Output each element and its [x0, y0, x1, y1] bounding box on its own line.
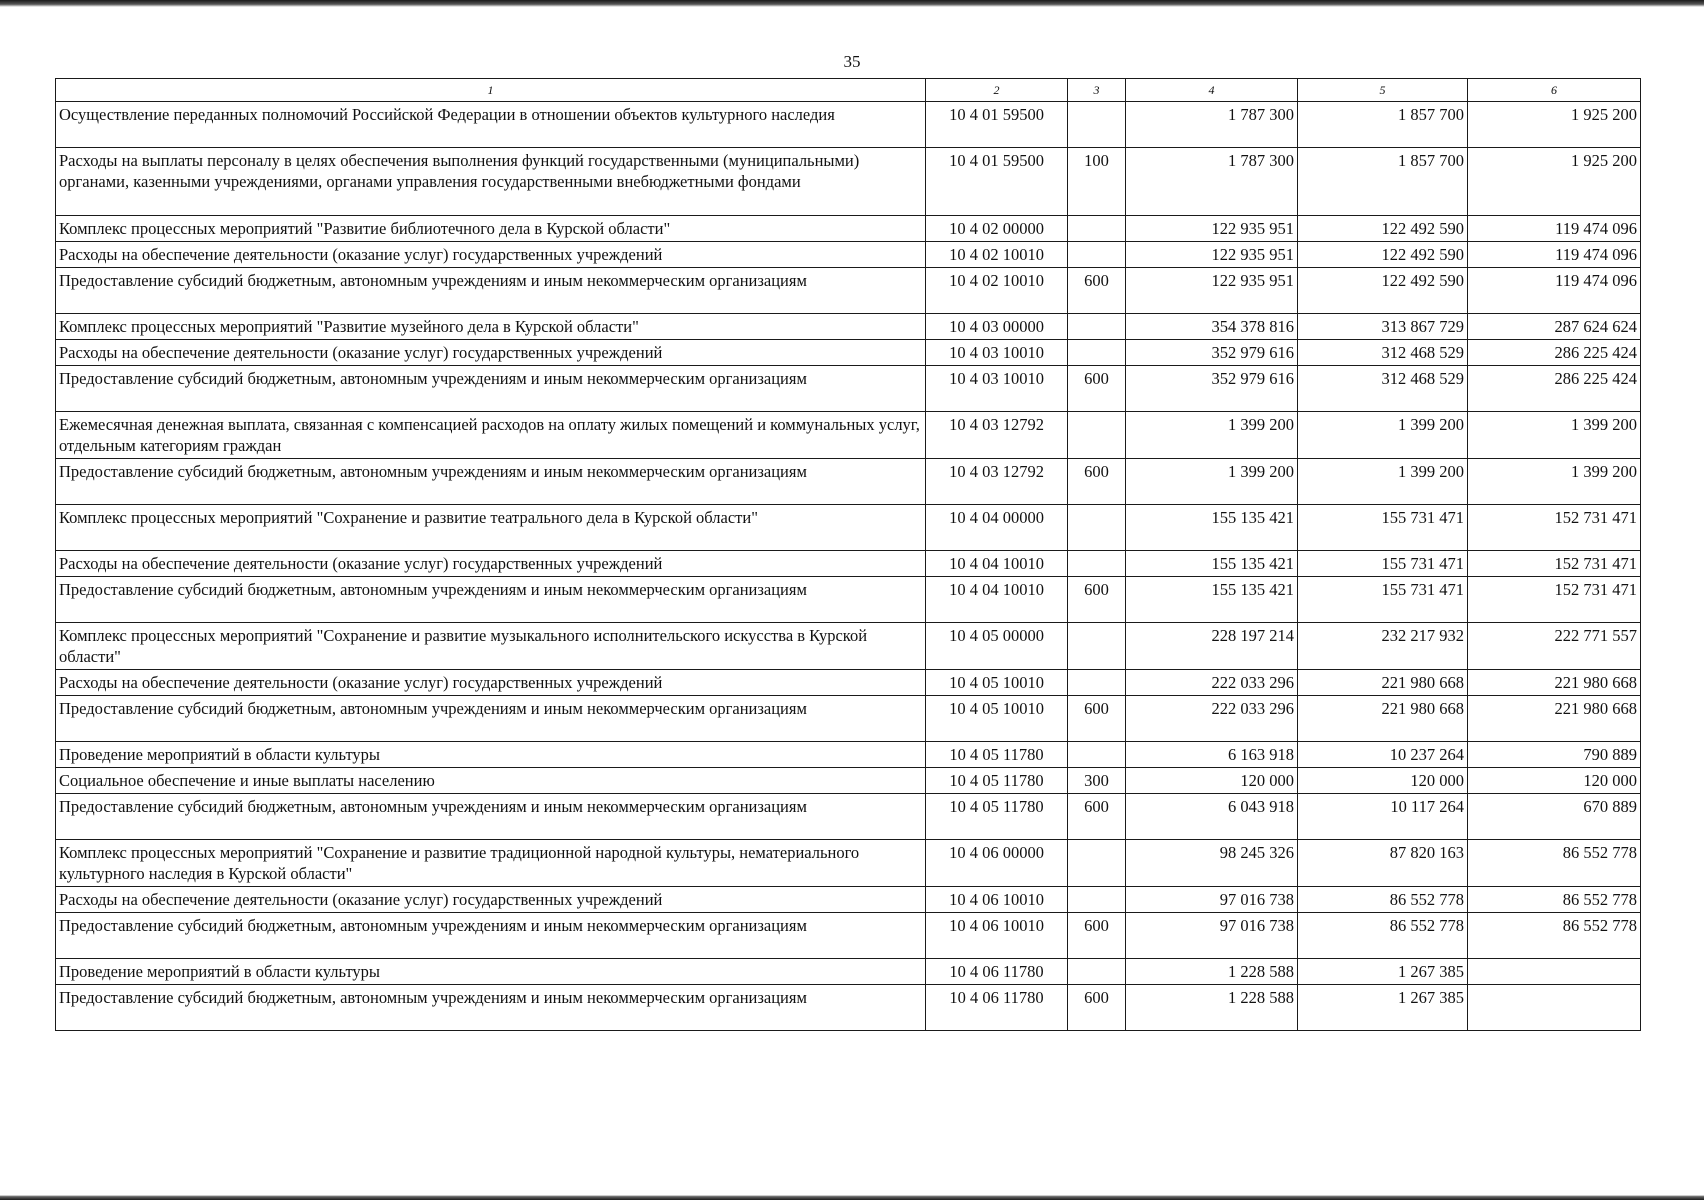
row-name: Расходы на обеспечение деятельности (оказание услуг) государственных учреждений: [56, 887, 926, 913]
row-amount-col6: 86 552 778: [1468, 840, 1641, 887]
row-amount-col4: 122 935 951: [1126, 216, 1298, 242]
budget-table: [55, 78, 1641, 1031]
row-amount-col4: 6 163 918: [1126, 742, 1298, 768]
row-name: Расходы на обеспечение деятельности (оказание услуг) государственных учреждений: [56, 670, 926, 696]
table-row: [56, 314, 1641, 340]
row-amount-col6: 1 925 200: [1468, 102, 1641, 148]
row-amount-col6: 86 552 778: [1468, 913, 1641, 959]
table-row: [56, 216, 1641, 242]
row-code: 10 4 03 10010: [926, 340, 1068, 366]
row-amount-col4: 228 197 214: [1126, 623, 1298, 670]
row-expense-type: 600: [1068, 913, 1126, 959]
table-row: [56, 623, 1641, 670]
row-expense-type: [1068, 670, 1126, 696]
row-name: Проведение мероприятий в области культуры: [56, 742, 926, 768]
table-row: [56, 840, 1641, 887]
row-amount-col5: 1 399 200: [1298, 412, 1468, 459]
row-amount-col5: 86 552 778: [1298, 913, 1468, 959]
row-amount-col6: 120 000: [1468, 768, 1641, 794]
row-amount-col5: 1 857 700: [1298, 102, 1468, 148]
row-amount-col4: 1 228 588: [1126, 959, 1298, 985]
table-row: [56, 551, 1641, 577]
row-amount-col6: 1 925 200: [1468, 148, 1641, 216]
row-amount-col4: 155 135 421: [1126, 505, 1298, 551]
row-expense-type: [1068, 742, 1126, 768]
row-name: Предоставление субсидий бюджетным, автономным учреждениям и иным некоммерческим организациям: [56, 366, 926, 412]
row-amount-col6: 119 474 096: [1468, 242, 1641, 268]
row-expense-type: 300: [1068, 768, 1126, 794]
row-amount-col6: 287 624 624: [1468, 314, 1641, 340]
table-header: [56, 79, 1641, 102]
row-amount-col6: 790 889: [1468, 742, 1641, 768]
row-code: 10 4 05 00000: [926, 623, 1068, 670]
row-amount-col4: 1 787 300: [1126, 148, 1298, 216]
scan-edge-top: [0, 0, 1704, 7]
row-amount-col4: 1 787 300: [1126, 102, 1298, 148]
table-row: [56, 794, 1641, 840]
row-code: 10 4 01 59500: [926, 148, 1068, 216]
row-amount-col6: 119 474 096: [1468, 216, 1641, 242]
table-row: [56, 768, 1641, 794]
row-expense-type: 600: [1068, 696, 1126, 742]
row-expense-type: [1068, 412, 1126, 459]
row-amount-col5: 1 267 385: [1298, 985, 1468, 1031]
table-row: [56, 887, 1641, 913]
row-name: Предоставление субсидий бюджетным, автономным учреждениям и иным некоммерческим организациям: [56, 577, 926, 623]
header-row: [56, 79, 1641, 102]
column-header-3: 3: [1068, 79, 1126, 102]
row-amount-col6: 221 980 668: [1468, 670, 1641, 696]
row-name: Проведение мероприятий в области культуры: [56, 959, 926, 985]
row-amount-col5: 312 468 529: [1298, 340, 1468, 366]
row-amount-col5: 122 492 590: [1298, 268, 1468, 314]
row-expense-type: [1068, 216, 1126, 242]
row-code: 10 4 03 12792: [926, 459, 1068, 505]
row-amount-col6: 152 731 471: [1468, 505, 1641, 551]
row-name: Предоставление субсидий бюджетным, автономным учреждениям и иным некоммерческим организациям: [56, 913, 926, 959]
row-amount-col6: [1468, 985, 1641, 1031]
table-body: [56, 102, 1641, 1031]
row-code: 10 4 06 00000: [926, 840, 1068, 887]
row-amount-col4: 1 399 200: [1126, 412, 1298, 459]
row-expense-type: [1068, 102, 1126, 148]
row-code: 10 4 04 10010: [926, 551, 1068, 577]
row-amount-col5: 155 731 471: [1298, 551, 1468, 577]
table-row: [56, 696, 1641, 742]
row-code: 10 4 02 10010: [926, 242, 1068, 268]
row-name: Комплекс процессных мероприятий "Сохранение и развитие театрального дела в Курской области": [56, 505, 926, 551]
row-name: Ежемесячная денежная выплата, связанная с компенсацией расходов на оплату жилых помещений и коммунальных услуг, отдельным категориям граждан: [56, 412, 926, 459]
row-code: 10 4 03 12792: [926, 412, 1068, 459]
row-expense-type: 600: [1068, 985, 1126, 1031]
table-row: [56, 577, 1641, 623]
row-expense-type: 600: [1068, 459, 1126, 505]
row-code: 10 4 05 10010: [926, 696, 1068, 742]
row-code: 10 4 06 10010: [926, 887, 1068, 913]
row-amount-col6: 222 771 557: [1468, 623, 1641, 670]
row-code: 10 4 05 11780: [926, 742, 1068, 768]
row-expense-type: 600: [1068, 366, 1126, 412]
row-expense-type: [1068, 505, 1126, 551]
row-amount-col6: [1468, 959, 1641, 985]
row-amount-col5: 221 980 668: [1298, 670, 1468, 696]
row-amount-col4: 97 016 738: [1126, 887, 1298, 913]
row-code: 10 4 04 10010: [926, 577, 1068, 623]
row-amount-col4: 155 135 421: [1126, 577, 1298, 623]
row-amount-col4: 352 979 616: [1126, 366, 1298, 412]
row-amount-col6: 1 399 200: [1468, 412, 1641, 459]
row-code: 10 4 05 11780: [926, 768, 1068, 794]
row-expense-type: [1068, 551, 1126, 577]
row-code: 10 4 01 59500: [926, 102, 1068, 148]
row-code: 10 4 06 11780: [926, 985, 1068, 1031]
row-amount-col5: 313 867 729: [1298, 314, 1468, 340]
table-row: [56, 959, 1641, 985]
row-amount-col6: 221 980 668: [1468, 696, 1641, 742]
table-row: [56, 459, 1641, 505]
row-amount-col6: 152 731 471: [1468, 551, 1641, 577]
row-name: Расходы на обеспечение деятельности (оказание услуг) государственных учреждений: [56, 551, 926, 577]
row-name: Комплекс процессных мероприятий "Сохранение и развитие традиционной народной культуры, нематериального культурного наследия в Курской области": [56, 840, 926, 887]
column-header-6: 6: [1468, 79, 1641, 102]
row-amount-col4: 122 935 951: [1126, 242, 1298, 268]
row-name: Предоставление субсидий бюджетным, автономным учреждениям и иным некоммерческим организациям: [56, 985, 926, 1031]
row-code: 10 4 03 00000: [926, 314, 1068, 340]
row-amount-col4: 122 935 951: [1126, 268, 1298, 314]
row-amount-col6: 152 731 471: [1468, 577, 1641, 623]
row-amount-col4: 222 033 296: [1126, 670, 1298, 696]
row-amount-col6: 286 225 424: [1468, 340, 1641, 366]
row-amount-col4: 97 016 738: [1126, 913, 1298, 959]
row-name: Расходы на обеспечение деятельности (оказание услуг) государственных учреждений: [56, 242, 926, 268]
row-expense-type: 600: [1068, 577, 1126, 623]
row-code: 10 4 05 11780: [926, 794, 1068, 840]
table-row: [56, 985, 1641, 1031]
row-expense-type: 100: [1068, 148, 1126, 216]
row-amount-col5: 86 552 778: [1298, 887, 1468, 913]
table-row: [56, 340, 1641, 366]
row-amount-col4: 1 228 588: [1126, 985, 1298, 1031]
row-name: Комплекс процессных мероприятий "Сохранение и развитие музыкального исполнительского искусства в Курской области": [56, 623, 926, 670]
table-row: [56, 268, 1641, 314]
row-amount-col5: 232 217 932: [1298, 623, 1468, 670]
row-amount-col5: 312 468 529: [1298, 366, 1468, 412]
row-name: Социальное обеспечение и иные выплаты населению: [56, 768, 926, 794]
row-expense-type: [1068, 340, 1126, 366]
row-amount-col5: 221 980 668: [1298, 696, 1468, 742]
row-expense-type: 600: [1068, 794, 1126, 840]
row-amount-col5: 10 237 264: [1298, 742, 1468, 768]
table-row: [56, 505, 1641, 551]
row-name: Предоставление субсидий бюджетным, автономным учреждениям и иным некоммерческим организациям: [56, 268, 926, 314]
row-expense-type: 600: [1068, 268, 1126, 314]
row-expense-type: [1068, 840, 1126, 887]
scan-edge-bottom: [0, 1195, 1704, 1200]
row-expense-type: [1068, 242, 1126, 268]
row-name: Осуществление переданных полномочий Российской Федерации в отношении объектов культурного наследия: [56, 102, 926, 148]
row-name: Предоставление субсидий бюджетным, автономным учреждениям и иным некоммерческим организациям: [56, 459, 926, 505]
table-row: [56, 366, 1641, 412]
row-name: Комплекс процессных мероприятий "Развитие библиотечного дела в Курской области": [56, 216, 926, 242]
table-row: [56, 102, 1641, 148]
row-name: Комплекс процессных мероприятий "Развитие музейного дела в Курской области": [56, 314, 926, 340]
table-row: [56, 412, 1641, 459]
row-code: 10 4 05 10010: [926, 670, 1068, 696]
row-amount-col4: 98 245 326: [1126, 840, 1298, 887]
row-amount-col6: 119 474 096: [1468, 268, 1641, 314]
row-code: 10 4 06 10010: [926, 913, 1068, 959]
row-amount-col6: 286 225 424: [1468, 366, 1641, 412]
row-amount-col5: 155 731 471: [1298, 505, 1468, 551]
row-amount-col4: 120 000: [1126, 768, 1298, 794]
row-amount-col6: 86 552 778: [1468, 887, 1641, 913]
column-header-2: 2: [926, 79, 1068, 102]
row-code: 10 4 03 10010: [926, 366, 1068, 412]
row-amount-col6: 670 889: [1468, 794, 1641, 840]
table-row: [56, 148, 1641, 216]
column-header-1: 1: [56, 79, 926, 102]
row-expense-type: [1068, 623, 1126, 670]
row-name: Расходы на обеспечение деятельности (оказание услуг) государственных учреждений: [56, 340, 926, 366]
row-name: Расходы на выплаты персоналу в целях обеспечения выполнения функций государственными (муниципальными) органами, казенными учреждениями, органами управления государственными внебюджетными фондами: [56, 148, 926, 216]
row-name: Предоставление субсидий бюджетным, автономным учреждениям и иным некоммерческим организациям: [56, 696, 926, 742]
row-expense-type: [1068, 959, 1126, 985]
row-code: 10 4 04 00000: [926, 505, 1068, 551]
row-code: 10 4 02 00000: [926, 216, 1068, 242]
row-amount-col4: 352 979 616: [1126, 340, 1298, 366]
row-amount-col5: 155 731 471: [1298, 577, 1468, 623]
row-amount-col6: 1 399 200: [1468, 459, 1641, 505]
row-amount-col4: 6 043 918: [1126, 794, 1298, 840]
table-row: [56, 670, 1641, 696]
row-amount-col5: 1 857 700: [1298, 148, 1468, 216]
row-amount-col5: 122 492 590: [1298, 242, 1468, 268]
row-amount-col5: 120 000: [1298, 768, 1468, 794]
row-amount-col4: 155 135 421: [1126, 551, 1298, 577]
row-amount-col5: 87 820 163: [1298, 840, 1468, 887]
row-code: 10 4 06 11780: [926, 959, 1068, 985]
row-amount-col5: 10 117 264: [1298, 794, 1468, 840]
row-amount-col5: 1 267 385: [1298, 959, 1468, 985]
column-header-4: 4: [1126, 79, 1298, 102]
row-amount-col5: 1 399 200: [1298, 459, 1468, 505]
page-number: 35: [843, 52, 861, 71]
table-row: [56, 242, 1641, 268]
row-amount-col4: 1 399 200: [1126, 459, 1298, 505]
row-name: Предоставление субсидий бюджетным, автономным учреждениям и иным некоммерческим организациям: [56, 794, 926, 840]
table-row: [56, 742, 1641, 768]
table-row: [56, 913, 1641, 959]
row-amount-col5: 122 492 590: [1298, 216, 1468, 242]
row-amount-col4: 354 378 816: [1126, 314, 1298, 340]
row-expense-type: [1068, 887, 1126, 913]
row-amount-col4: 222 033 296: [1126, 696, 1298, 742]
row-code: 10 4 02 10010: [926, 268, 1068, 314]
column-header-5: 5: [1298, 79, 1468, 102]
row-expense-type: [1068, 314, 1126, 340]
